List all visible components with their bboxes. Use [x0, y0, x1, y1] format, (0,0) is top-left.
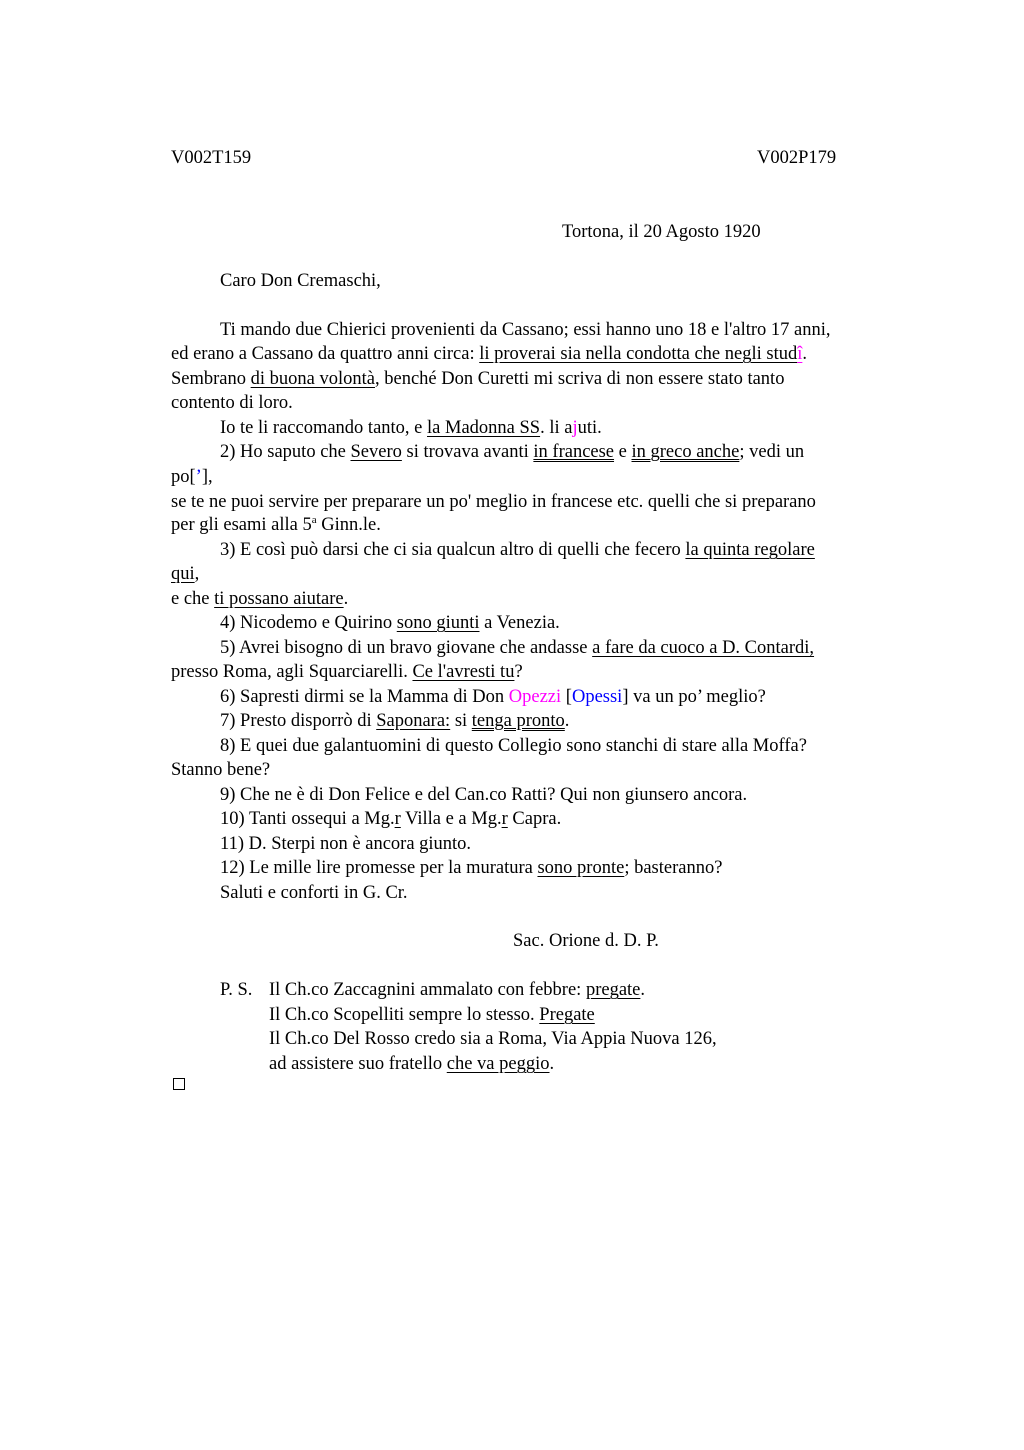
item-2-line-2: po[’],	[171, 467, 213, 487]
item-6: 6) Sapresti dirmi se la Mamma di Don Opezzi [Opessi] va un po’ meglio?	[220, 687, 766, 707]
item-3-line-3: e che ti possano aiutare.	[171, 589, 349, 609]
item-10: 10) Tanti ossequi a Mg.r Villa e a Mg.r Capra.	[220, 809, 562, 829]
postscript-label: P. S.	[220, 980, 253, 1000]
paragraph-1-line-1: Ti mando due Chierici provenienti da Cassano; essi hanno uno 18 e l'altro 17 anni,	[220, 320, 831, 340]
closing-line: Saluti e conforti in G. Cr.	[220, 883, 408, 903]
item-8-line-2: Stanno bene?	[171, 760, 271, 780]
paragraph-1-line-3: Sembrano di buona volontà, benché Don Curetti mi scriva di non essere stato tanto	[171, 369, 785, 389]
item-11: 11) D. Sterpi non è ancora giunto.	[220, 834, 472, 854]
salutation: Caro Don Cremaschi,	[220, 271, 381, 291]
postscript-line-4: ad assistere suo fratello che va peggio.	[269, 1054, 555, 1074]
paragraph-2: Io te li raccomando tanto, e la Madonna SS. li ajuti.	[220, 418, 602, 438]
item-7: 7) Presto disporrò di Saponara: si tenga pronto.	[220, 711, 570, 731]
item-4: 4) Nicodemo e Quirino sono giunti a Venezia.	[220, 613, 560, 633]
item-9: 9) Che ne è di Don Felice e del Can.co Ratti? Qui non giunsero ancora.	[220, 785, 748, 805]
item-3-line-1: 3) E così può darsi che ci sia qualcun altro di quelli che fecero la quinta regolare	[220, 540, 815, 560]
item-8-line-1: 8) E quei due galantuomini di questo Collegio sono stanchi di stare alla Moffa?	[220, 736, 807, 756]
item-2-line-4: per gli esami alla 5$^a$ Ginn.le.	[171, 514, 381, 535]
signature: Sac. Orione d. D. P.	[513, 931, 659, 951]
postscript-line-1: Il Ch.co Zaccagnini ammalato con febbre: pregate.	[269, 980, 646, 1000]
item-12: 12) Le mille lire promesse per la muratura sono pronte; basteranno?	[220, 858, 723, 878]
item-5-line-1: 5) Avrei bisogno di un bravo giovane che andasse a fare da cuoco a D. Contardi,	[220, 638, 815, 658]
item-5-line-2: presso Roma, agli Squarciarelli. Ce l'avresti tu?	[171, 662, 523, 682]
item-2-line-3: se te ne puoi servire per preparare un po' meglio in francese etc. quelli che si preparano	[171, 492, 816, 512]
date-line: Tortona, il 20 Agosto 1920	[562, 222, 761, 242]
item-3-line-2: qui,	[171, 564, 200, 584]
paragraph-1-line-2: ed erano a Cassano da quattro anni circa: li proverai sia nella condotta che negli studî.	[171, 344, 807, 364]
paragraph-1-line-4: contento di loro.	[171, 393, 293, 413]
document-code-right: V002P179	[757, 148, 837, 168]
checkbox-icon	[173, 1078, 185, 1090]
item-2-line-1: 2) Ho saputo che Severo si trovava avanti in francese e in greco anche; vedi un	[220, 442, 805, 462]
postscript-line-3: Il Ch.co Del Rosso credo sia a Roma, Via Appia Nuova 126,	[269, 1029, 717, 1049]
postscript-line-2: Il Ch.co Scopelliti sempre lo stesso. Pregate	[269, 1005, 595, 1025]
document-code-left: V002T159	[171, 148, 252, 168]
